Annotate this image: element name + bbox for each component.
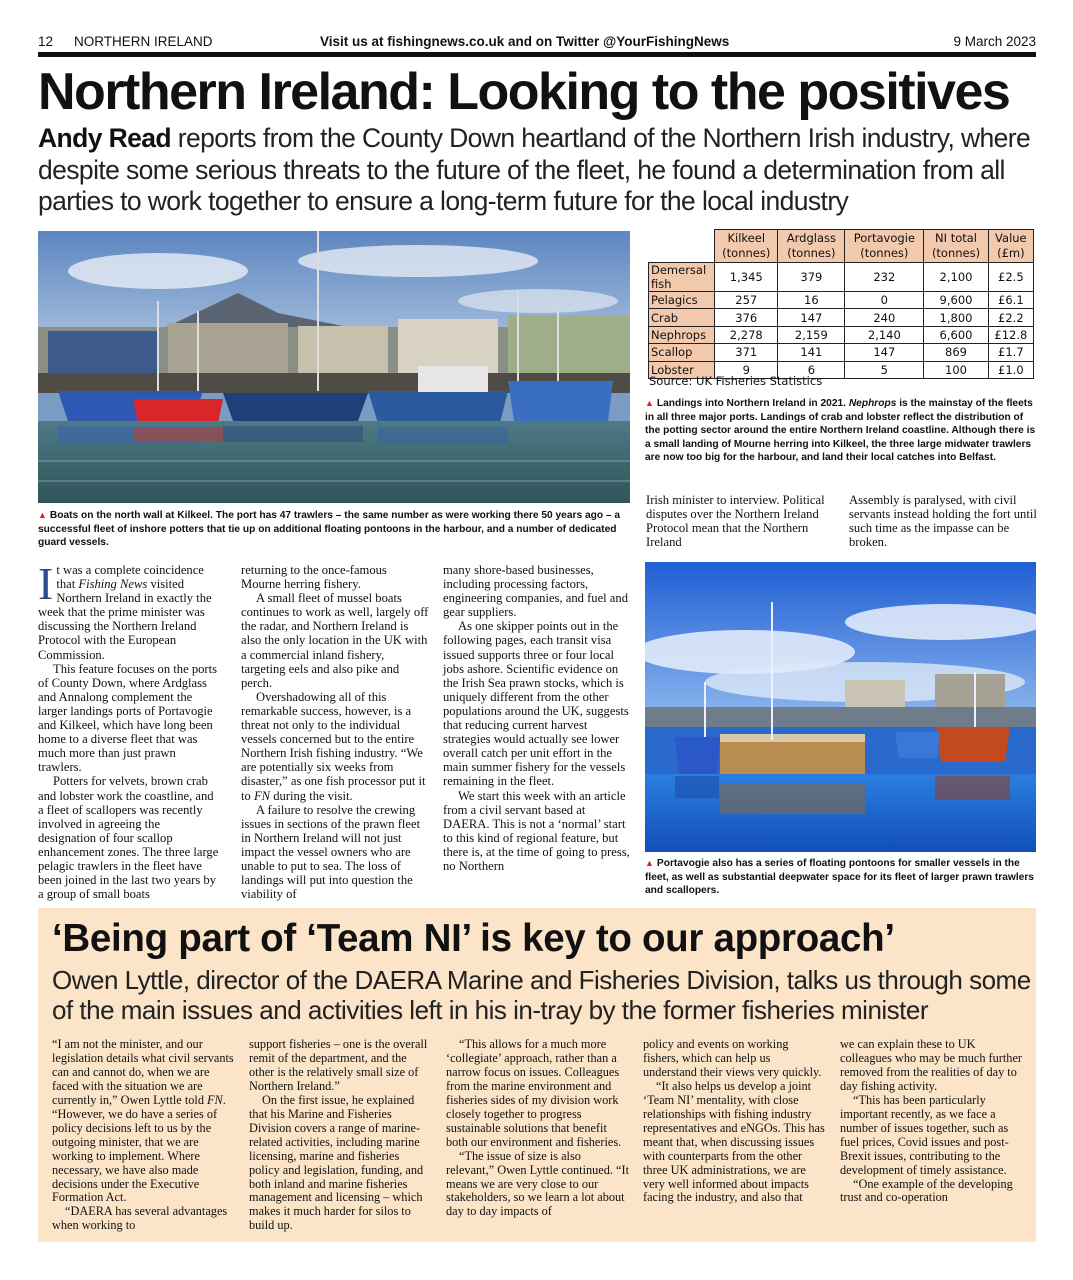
- table-cell: 2,278: [715, 326, 778, 343]
- table-cell: 376: [715, 309, 778, 326]
- table-cell: £6.1: [988, 292, 1033, 309]
- table-cell: 2,140: [845, 326, 924, 343]
- body-paragraph: [52, 1038, 234, 1205]
- table-corner: [649, 230, 715, 263]
- publication-abbrev: FN: [253, 788, 271, 803]
- portavogie-harbour-photo: [645, 562, 1036, 852]
- header-rule: [38, 52, 1036, 57]
- panel-column-2: [249, 1038, 433, 1233]
- article-standfirst: [38, 123, 1038, 218]
- standfirst-text: reports from the County Down heartland of the Northern Irish industry, where despite some serious threats to the future of the fleet, he found a determination from all parties to work together to ensure a long-term future for the local industry: [38, 123, 1031, 216]
- body-paragraph: “It also helps us develop a joint ‘Team NI’ mentality, with close relationships with fishing industry representatives and eNGOs. This has meant that, when discussing issues with counterparts from the other three UK administrations, we are very well informed about impacts facing the industry, and also that: [643, 1078, 825, 1205]
- table-cell: 1,800: [924, 309, 988, 326]
- table-cell: 0: [845, 292, 924, 309]
- table-cell: 2,159: [778, 326, 845, 343]
- caption-marker-icon: ▲: [38, 510, 47, 520]
- table-header-cell: Ardglass (tonnes): [778, 230, 845, 263]
- table-cell: 371: [715, 344, 778, 361]
- landings-table: [648, 229, 1034, 379]
- photo2-caption: [645, 857, 1037, 898]
- page-header: [38, 34, 1036, 52]
- panel-column-1: [52, 1038, 234, 1233]
- body-text: Overshadowing all of this remarkable success, however, is a threat not only to the individual vessels concerned but to the entire Northern Irish fishing industry. “We are potentially six weeks from disaster,” as one fish processor put it to: [241, 689, 426, 803]
- body-paragraph: support fisheries – one is the overall remit of the department, and the other is the relatively small size of Northern Ireland.”: [249, 1037, 428, 1093]
- table-row: [649, 326, 1034, 343]
- body-paragraph: A failure to resolve the crewing issues in sections of the prawn fleet in Northern Ireland will not just impact the vessel owners who are unable to put to sea. The loss of landings will put into question the viability of: [241, 802, 421, 902]
- table-cell: £12.8: [988, 326, 1033, 343]
- body-paragraph: “The issue of size is also relevant,” Owen Lyttle continued. “It means we are very close to our stakeholders, so we learn a lot about day to day impacts of: [446, 1148, 630, 1219]
- body-paragraph: This feature focuses on the ports of County Down, where Ardglass and Annalong complement the larger landings ports of Portavogie and Kilkeel, which have long been home to a diverse fleet that was much more than just prawn trawlers.: [38, 661, 218, 775]
- table-header-row: [649, 230, 1034, 263]
- body-paragraph: “One example of the developing trust and co-operation: [840, 1176, 1013, 1205]
- caption-marker-icon: ▲: [645, 858, 654, 868]
- table-cell: 147: [845, 344, 924, 361]
- table-row: [649, 309, 1034, 326]
- body-paragraph: “This has been particularly important recently, as we face a number of issues together, such as fuel prices, Covid issues and post-Brexit issues, contributing to the development of timely assistance.: [840, 1092, 1009, 1177]
- table-cell: 1,345: [715, 263, 778, 292]
- body-paragraph: A small fleet of mussel boats continues to work as well, largely off the radar, and Northern Ireland is also the only location in the UK with a commercial inland fishery, targeting eels and also pike and perch.: [241, 591, 429, 690]
- table-caption-pre: Landings into Northern Ireland in 2021.: [656, 398, 849, 409]
- section-label: NORTHERN IRELAND: [74, 34, 213, 49]
- table-row: [649, 292, 1034, 309]
- publication-abbrev: FN: [207, 1092, 223, 1107]
- row-label: Crab: [649, 309, 715, 326]
- body-paragraph: many shore-based businesses, including processing factors, engineering companies, and fuel and gear suppliers.: [443, 563, 628, 620]
- panel-column-4: [643, 1038, 827, 1205]
- table-cell: 257: [715, 292, 778, 309]
- body-paragraph: returning to the once-famous Mourne herring fishery.: [241, 563, 387, 592]
- table-caption-post: is the mainstay of the fleets in all three major ports. Landings of crab and lobster reflect the distribution of the potting sector around the entire Northern Ireland coastline. Although there is a small landing of Mourne herring into Kilkeel, the three large midwater trawlers are now too big for the harbour, and land their local catches into Belfast.: [645, 398, 1036, 464]
- table-header-cell: Kilkeel (tonnes): [715, 230, 778, 263]
- table-caption: [645, 397, 1037, 465]
- table-header-cell: Portavogie (tonnes): [845, 230, 924, 263]
- photo1-caption: [38, 509, 630, 550]
- table-cell: 6: [778, 361, 845, 378]
- panel-column-5: [840, 1038, 1026, 1205]
- table-cell: 240: [845, 309, 924, 326]
- table-cell: 379: [778, 263, 845, 292]
- table-cell: 141: [778, 344, 845, 361]
- table-cell: 147: [778, 309, 845, 326]
- table-cell: 100: [924, 361, 988, 378]
- panel-headline: ‘Being part of ‘Team NI’ is key to our approach’: [52, 917, 895, 960]
- table-cell: £2.2: [988, 309, 1033, 326]
- body-text: . “However, we do have a series of policy decisions left to us by the outgoing minister, that we are working to implement. Where necessary, we have also made decisions under the Executive Formation Act.: [52, 1092, 226, 1205]
- table-cell: 869: [924, 344, 988, 361]
- table-cell: 9,600: [924, 292, 988, 309]
- body-column-2: [241, 563, 429, 901]
- body-text: “I am not the minister, and our legislation details what civil servants can and cannot do, when we are faced with the situation we are currently in,” Owen Lyttle told: [52, 1037, 234, 1107]
- page-number: 12: [38, 34, 54, 49]
- body-column-1: [38, 558, 220, 902]
- table-row: [649, 263, 1034, 292]
- table-cell: £1.0: [988, 361, 1033, 378]
- table-row: [649, 344, 1034, 361]
- body-paragraph: we can explain these to UK colleagues who may be much further removed from the realities of day to day fishing activity.: [840, 1037, 1022, 1093]
- body-paragraph: We start this week with an article from a civil servant based at DAERA. This is not a ‘normal’ start to this kind of regional feature, but there is, at the time of going to press, no Northern: [443, 788, 630, 873]
- table-cell: 5: [845, 361, 924, 378]
- byline-name: Andy Read: [38, 123, 172, 153]
- body-paragraph: “DAERA has several advantages when working to: [52, 1204, 228, 1233]
- article-headline: Northern Ireland: Looking to the positives: [38, 63, 1010, 121]
- caption-marker-icon: ▲: [645, 398, 654, 408]
- table-cell: 2,100: [924, 263, 988, 292]
- row-label: Scallop: [649, 344, 715, 361]
- drop-cap: I: [38, 558, 54, 609]
- table-caption-em: Nephrops: [848, 398, 897, 409]
- body-column-4: [646, 493, 830, 549]
- row-label: Pelagics: [649, 292, 715, 309]
- table-cell: 16: [778, 292, 845, 309]
- body-paragraph: policy and events on working fishers, which can help us understand their views very quickly.: [643, 1037, 822, 1079]
- issue-date: 9 March 2023: [953, 34, 1036, 49]
- panel-standfirst: Owen Lyttle, director of the DAERA Marine and Fisheries Division, talks us through some of the main issues and activities left in his in-tray by the former fisheries minister: [52, 965, 1031, 1025]
- body-paragraph: [38, 558, 220, 662]
- photo2-caption-text: Portavogie also has a series of floating pontoons for smaller vessels in the fleet, as well as substantial deepwater space for its fleet of larger prawn trawlers and scallopers.: [645, 858, 1034, 897]
- body-text: visited Northern Ireland in exactly the week that the prime minister was discussing the Northern Ireland Protocol with the European Commission.: [38, 577, 212, 662]
- photo1-caption-text: Boats on the north wall at Kilkeel. The port has 47 trawlers – the same number as were working there 50 years ago – a successful fleet of inshore potters that tie up on additional floating pontoons in the harbour, and a number of dedicated guard vessels.: [38, 510, 621, 549]
- table-header-cell: Value (£m): [988, 230, 1033, 263]
- kilkeel-harbour-photo: [38, 231, 630, 503]
- body-text: during the visit.: [270, 788, 353, 803]
- row-label: Demersal fish: [649, 263, 715, 292]
- row-label: Lobster: [649, 361, 715, 378]
- publication-name: Fishing News: [78, 577, 148, 592]
- table-cell: 9: [715, 361, 778, 378]
- body-paragraph: [241, 690, 429, 803]
- body-paragraph: Potters for velvets, brown crab and lobster work the coastline, and a fleet of scallopers was recently involved in agreeing the designation of four scallop enhancement zones. The three large pelagic trawlers in the fleet have been joined in the last two years by a group of small boats: [38, 774, 219, 902]
- body-paragraph: As one skipper points out in the following pages, each transit visa issued supports three or four local jobs ashore. Scientific evidence on the Irish Sea prawn stocks, which is uniquely different from the other populations around the UK, suggests that reducing current harvest strategies would actually see lower overall catch per unit effort in the main summer fishery for the vessels remaining in the fleet.: [443, 619, 629, 789]
- body-paragraph: On the first issue, he explained that his Marine and Fisheries Division covers a range of marine-related activities, including marine licensing, marine and fisheries policy and legislation, funding, and both inland and marine fisheries management and licensing – which makes it much harder for silos to build up.: [249, 1092, 424, 1233]
- table-cell: £2.5: [988, 263, 1033, 292]
- visit-promo: Visit us at fishingnews.co.uk and on Twitter @YourFishingNews: [320, 34, 730, 49]
- body-text: t was a complete coincidence that: [56, 563, 204, 592]
- table-cell: 6,600: [924, 326, 988, 343]
- body-paragraph: “This allows for a much more ‘collegiate’ approach, rather than a narrow focus on issues. Colleagues from the marine environment and fisheries sides of my division work closely together to progress sustainable solutions that benefit both our environment and fisheries.: [446, 1037, 622, 1149]
- table-header-cell: NI total (tonnes): [924, 230, 988, 263]
- table-cell: 232: [845, 263, 924, 292]
- table-cell: £1.7: [988, 344, 1033, 361]
- body-paragraph: Irish minister to interview. Political disputes over the Northern Ireland Protocol mean that the Northern Ireland: [646, 493, 825, 550]
- row-label: Nephrops: [649, 326, 715, 343]
- body-paragraph: Assembly is paralysed, with civil servants instead holding the fort until such time as the impasse can be broken.: [849, 493, 1037, 550]
- body-column-5: [849, 493, 1037, 549]
- panel-column-3: [446, 1038, 630, 1219]
- body-column-3: [443, 563, 632, 873]
- table-source: Source: UK Fisheries Statistics: [649, 374, 823, 388]
